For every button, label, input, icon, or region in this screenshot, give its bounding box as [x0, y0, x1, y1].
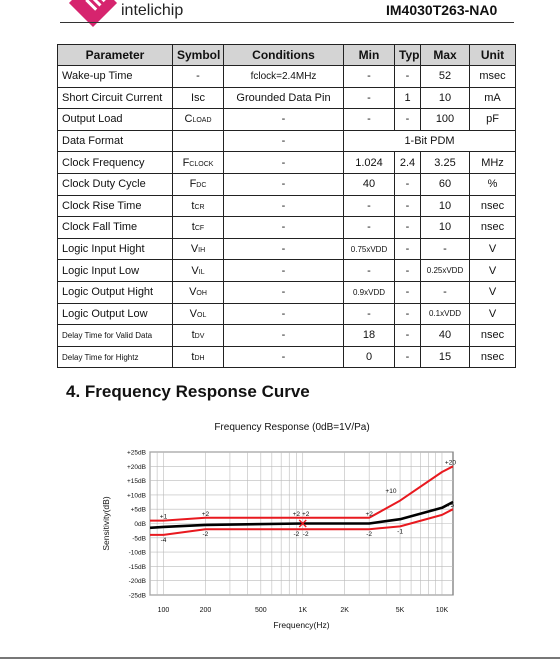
parameter-cell: Logic Input Hight [58, 238, 173, 260]
max-cell: 0.1xVDD [421, 303, 470, 325]
typ-cell: - [395, 217, 421, 239]
max-cell: - [421, 281, 470, 303]
tolerance-annotation: -4 [160, 536, 167, 544]
table-row [58, 260, 516, 282]
symbol-cell [173, 152, 224, 174]
typ-cell: 1 [395, 87, 421, 109]
symbol-cell [173, 303, 224, 325]
tolerance-annotation: +2 [301, 510, 310, 518]
max-cell: 40 [421, 325, 470, 347]
table-row [58, 109, 516, 131]
min-cell: - [344, 217, 395, 239]
symbol-cell [173, 281, 224, 303]
unit-cell: mA [470, 87, 516, 109]
table-row [58, 152, 516, 174]
x-axis-label: Frequency(Hz) [273, 620, 330, 630]
symbol-text: t [191, 221, 195, 234]
typ-cell: - [395, 109, 421, 131]
conditions-cell: - [224, 281, 344, 303]
column-header: Max [421, 45, 470, 66]
tolerance-annotation: -2 [202, 531, 209, 539]
typ-cell: - [395, 195, 421, 217]
header-divider [60, 22, 514, 23]
min-cell: 40 [344, 173, 395, 195]
chart-title-text: Frequency Response (0dB=1V/Pa) [214, 422, 370, 433]
unit-cell: V [470, 260, 516, 282]
unit-cell: msec [470, 66, 516, 88]
symbol-cell [173, 109, 224, 131]
tolerance-annotation: -2 [293, 531, 300, 539]
min-cell: - [344, 195, 395, 217]
symbol-text: V [191, 264, 199, 277]
conditions-cell: - [224, 109, 344, 131]
unit-cell: pF [470, 109, 516, 131]
conditions-cell: - [224, 325, 344, 347]
symbol-subscript: LOAD [192, 117, 212, 125]
max-cell: 52 [421, 66, 470, 88]
min-cell: - [344, 109, 395, 131]
max-cell: 15 [421, 346, 470, 368]
min-cell: 18 [344, 325, 395, 347]
y-tick-label: +20dB [127, 463, 146, 471]
symbol-subscript: CF [194, 225, 205, 233]
table-row [58, 325, 516, 347]
symbol-cell [173, 66, 224, 88]
column-header: Typ [395, 45, 421, 66]
symbol-text: t [191, 351, 195, 364]
y-tick-label: +5dB [130, 506, 146, 514]
max-cell: 3.25 [421, 152, 470, 174]
x-tick-label: 200 [199, 607, 212, 614]
symbol-text: F [182, 156, 190, 169]
typ-cell: - [395, 260, 421, 282]
symbol-cell [173, 325, 224, 347]
tolerance-annotation: +5 [446, 502, 455, 510]
symbol-subscript: CLOCK [189, 160, 214, 168]
y-tick-label: +15dB [127, 478, 146, 486]
typ-cell: - [395, 346, 421, 368]
symbol-text: V [190, 243, 199, 256]
y-tick-label: -25dB [128, 592, 146, 600]
unit-cell: MHz [470, 152, 516, 174]
min-cell: - [344, 260, 395, 282]
x-tick-label: 500 [254, 607, 267, 614]
symbol-subscript: CR [194, 203, 205, 211]
x-tick-label: 10K [435, 607, 449, 614]
symbol-text: t [191, 199, 195, 212]
parameter-cell: Clock Rise Time [58, 195, 173, 217]
part-number: IM4030T263-NA0 [386, 2, 498, 18]
y-tick-label: -10dB [128, 549, 146, 557]
typ-cell: - [395, 66, 421, 88]
unit-cell: V [470, 303, 516, 325]
brand-name: intelichip [121, 2, 184, 19]
table-row [58, 195, 516, 217]
column-header: Min [344, 45, 395, 66]
symbol-cell [173, 346, 224, 368]
conditions-cell: - [224, 217, 344, 239]
table-row [58, 346, 516, 368]
table-row [58, 303, 516, 325]
symbol-subscript: DC [196, 182, 207, 190]
max-cell: 10 [421, 87, 470, 109]
min-cell: 0.9xVDD [344, 281, 395, 303]
typ-cell: - [395, 281, 421, 303]
conditions-cell: - [224, 152, 344, 174]
table-row [58, 66, 516, 88]
table-row [58, 87, 516, 109]
symbol-text: V [189, 286, 197, 299]
parameter-cell: Clock Fall Time [58, 217, 173, 239]
parameter-cell: Short Circuit Current [58, 87, 173, 109]
tolerance-annotation: +10 [385, 487, 397, 495]
tolerance-annotation: -1 [397, 528, 403, 536]
symbol-cell [173, 87, 224, 109]
max-cell: 60 [421, 173, 470, 195]
y-tick-label: 0dB [134, 521, 146, 528]
symbol-cell [173, 238, 224, 260]
parameter-cell: Delay Time for Hightz [58, 346, 173, 368]
section-title: 4. Frequency Response Curve [66, 382, 310, 401]
conditions-cell: - [224, 260, 344, 282]
parameter-cell: Logic Output Low [58, 303, 173, 325]
symbol-subscript: DH [194, 355, 205, 363]
min-cell: - [344, 303, 395, 325]
symbol-text: t [191, 329, 195, 342]
y-tick-label: -5dB [132, 535, 146, 543]
conditions-cell: Grounded Data Pin [224, 87, 344, 109]
unit-cell: V [470, 281, 516, 303]
min-cell: 0.75xVDD [344, 238, 395, 260]
symbol-text: Isc [190, 91, 206, 104]
conditions-cell: - [224, 130, 344, 152]
parameter-cell: Delay Time for Valid Data [58, 325, 173, 347]
unit-cell: nsec [470, 346, 516, 368]
symbol-subscript: OL [197, 311, 207, 319]
min-cell: 1.024 [344, 152, 395, 174]
tolerance-annotation: -2 [366, 531, 373, 539]
conditions-cell: - [224, 303, 344, 325]
unit-cell: nsec [470, 325, 516, 347]
unit-cell: V [470, 238, 516, 260]
chart-title [0, 422, 560, 433]
unit-cell: nsec [470, 217, 516, 239]
symbol-text: C [184, 113, 193, 126]
column-header: Conditions [224, 45, 344, 66]
unit-cell: nsec [470, 195, 516, 217]
typ-cell: - [395, 325, 421, 347]
min-cell: - [344, 87, 395, 109]
table-row [58, 281, 516, 303]
y-tick-label: +10dB [127, 492, 146, 500]
typ-cell: - [395, 303, 421, 325]
min-cell: 0 [344, 346, 395, 368]
y-axis-label: Sensitivity(dB) [101, 496, 111, 551]
max-cell: 100 [421, 109, 470, 131]
table-row [58, 217, 516, 239]
parameter-cell: Wake-up Time [58, 66, 173, 88]
symbol-text: F [189, 178, 197, 191]
symbol-cell [173, 260, 224, 282]
symbol-subscript: IL [198, 268, 205, 276]
tolerance-annotation: +2 [365, 510, 373, 518]
min-cell: - [344, 66, 395, 88]
x-tick-label: 5K [395, 607, 405, 614]
column-header: Symbol [173, 45, 224, 66]
tolerance-annotation: -2 [302, 531, 309, 539]
table-row [58, 238, 516, 260]
x-tick-label: 1K [298, 607, 308, 614]
parameter-cell: Logic Input Low [58, 260, 173, 282]
parameter-cell: Clock Duty Cycle [58, 173, 173, 195]
conditions-cell: fclock=2.4MHz [224, 66, 344, 88]
column-header: Unit [470, 45, 516, 66]
unit-cell: % [470, 173, 516, 195]
tolerance-annotation: +2 [292, 510, 301, 518]
parameter-cell: Output Load [58, 109, 173, 131]
max-cell: - [421, 238, 470, 260]
y-tick-label: -20dB [128, 578, 146, 586]
max-cell: 10 [421, 195, 470, 217]
spec-table [57, 44, 516, 368]
symbol-cell [173, 130, 224, 152]
frequency-response-chart [0, 440, 560, 640]
column-header: Parameter [58, 45, 173, 66]
tolerance-annotation: +1 [159, 513, 168, 521]
parameter-cell: Clock Frequency [58, 152, 173, 174]
symbol-text: V [189, 307, 197, 320]
symbol-cell [173, 195, 224, 217]
conditions-cell: - [224, 173, 344, 195]
spec-table-body [58, 66, 516, 368]
conditions-cell: - [224, 195, 344, 217]
value-span-cell: 1-Bit PDM [344, 130, 516, 152]
table-header-row [58, 45, 516, 66]
conditions-cell: - [224, 238, 344, 260]
symbol-text: - [196, 70, 200, 83]
x-tick-label: 100 [157, 607, 170, 614]
symbol-cell [173, 173, 224, 195]
max-cell: 10 [421, 217, 470, 239]
symbol-cell [173, 217, 224, 239]
max-cell: 0.25xVDD [421, 260, 470, 282]
typ-cell: - [395, 173, 421, 195]
parameter-cell: Logic Output Hight [58, 281, 173, 303]
tolerance-annotation: +2 [201, 510, 210, 518]
conditions-cell: - [224, 346, 344, 368]
table-row [58, 130, 516, 152]
typ-cell: 2.4 [395, 152, 421, 174]
parameter-cell: Data Format [58, 130, 173, 152]
footer-divider [0, 657, 560, 659]
table-row [58, 173, 516, 195]
x-tick-label: 2K [340, 607, 349, 614]
y-tick-label: -15dB [128, 563, 146, 571]
tolerance-annotation: +20 [444, 459, 456, 467]
symbol-subscript: OH [196, 290, 207, 298]
typ-cell: - [395, 238, 421, 260]
symbol-subscript: IH [198, 247, 206, 255]
symbol-subscript: DV [194, 333, 205, 341]
y-tick-label: +25dB [127, 449, 146, 457]
page-header [0, 0, 560, 24]
